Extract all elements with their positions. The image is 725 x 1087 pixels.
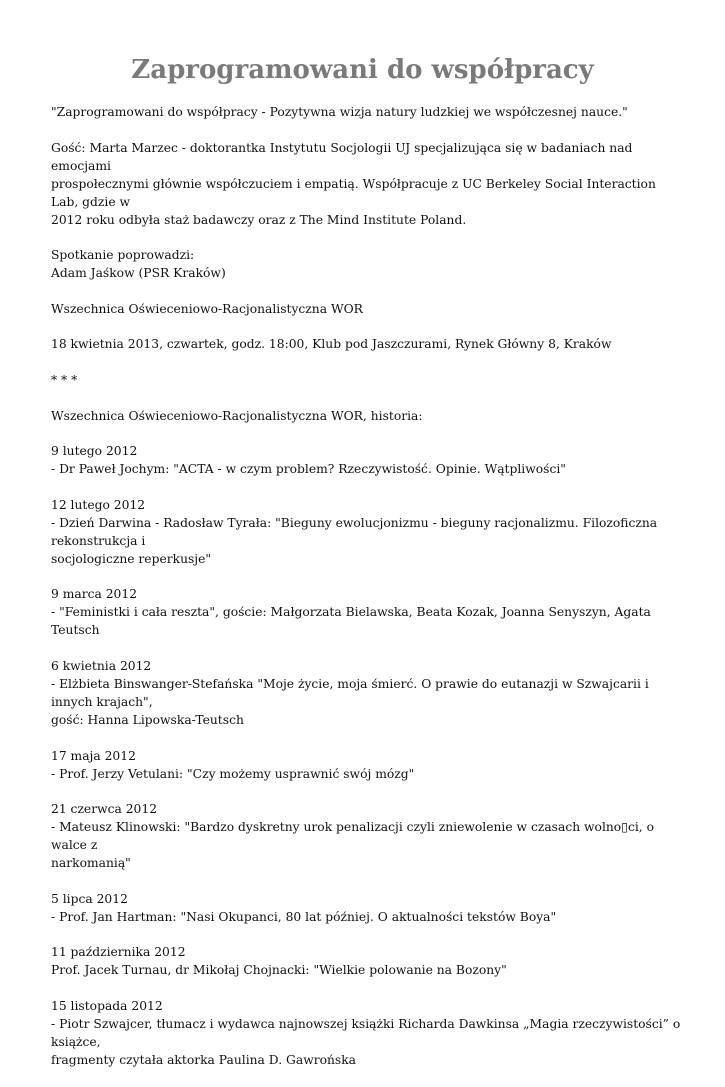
text-line: - Piotr Szwajcer, tłumacz i wydawca najnowszej książki Richarda Dawkinsa „Magia rzeczywistości” o książce, bbox=[51, 1016, 681, 1049]
text-line: 9 lutego 2012 bbox=[51, 444, 138, 459]
text-line: Prof. Jacek Turnau, dr Mikołaj Chojnacki: "Wielkie polowanie na Bozony" bbox=[51, 963, 507, 978]
paragraph bbox=[51, 139, 681, 229]
paragraph bbox=[51, 407, 681, 425]
paragraph bbox=[51, 442, 681, 478]
paragraph bbox=[51, 371, 681, 389]
text-line: Wszechnica Oświeceniowo-Racjonalistyczna WOR, historia: bbox=[51, 408, 423, 423]
text-line: Gość: Marta Marzec - doktorantka Instytutu Socjologii UJ specjalizująca się w badaniach nad emocjami bbox=[51, 140, 633, 173]
paragraph bbox=[51, 747, 681, 783]
paragraph bbox=[51, 657, 681, 729]
paragraph bbox=[51, 585, 681, 639]
text-line: - Dzień Darwina - Radosław Tyrała: "Bieguny ewolucjonizmu - bieguny racjonalizmu. Filozoficzna rekonstrukcja i bbox=[51, 515, 658, 548]
text-line: Wszechnica Oświeceniowo-Racjonalistyczna WOR bbox=[51, 301, 363, 316]
text-line: 6 kwietnia 2012 bbox=[51, 658, 152, 673]
paragraph bbox=[51, 997, 681, 1069]
text-line: Spotkanie poprowadzi: bbox=[51, 248, 195, 263]
text-line: "Zaprogramowani do współpracy - Pozytywna wizja natury ludzkiej we współczesnej nauce." bbox=[51, 105, 628, 119]
text-line: prospołecznymi głównie współczuciem i empatią. Współpracuje z UC Berkeley Social Interaction Lab, gdzie w bbox=[51, 176, 656, 209]
text-line: 9 marca 2012 bbox=[51, 587, 138, 602]
text-line: socjologiczne reperkusje" bbox=[51, 551, 212, 566]
text-line: * * * bbox=[51, 372, 78, 387]
text-line: - Elżbieta Binswanger-Stefańska "Moje życie, moja śmierć. O prawie do eutanazji w Szwajcarii i innych krajach", bbox=[51, 676, 649, 709]
paragraph bbox=[51, 335, 681, 353]
paragraph bbox=[51, 890, 681, 926]
text-line: 2012 roku odbyła staż badawczy oraz z The Mind Institute Poland. bbox=[51, 212, 467, 227]
paragraph bbox=[51, 103, 681, 121]
paragraph bbox=[51, 300, 681, 318]
text-line: narkomanią" bbox=[51, 856, 131, 871]
text-line: - Prof. Jerzy Vetulani: "Czy możemy usprawnić swój mózg" bbox=[51, 766, 415, 781]
paragraph bbox=[51, 246, 681, 282]
text-line: Adam Jaśkow (PSR Kraków) bbox=[51, 266, 226, 281]
text-line: - "Feministki i cała reszta", goście: Małgorzata Bielawska, Beata Kozak, Joanna Senyszyn, Agata Teutsch bbox=[51, 605, 651, 638]
text-line: - Prof. Jan Hartman: "Nasi Okupanci, 80 lat później. O aktualności tekstów Boya" bbox=[51, 909, 557, 924]
page-title: Zaprogramowani do współpracy bbox=[131, 55, 594, 85]
text-line: 18 kwietnia 2013, czwartek, godz. 18:00, Klub pod Jaszczurami, Rynek Główny 8, Kraków bbox=[51, 337, 612, 352]
paragraph bbox=[51, 800, 681, 872]
text-line: 5 lipca 2012 bbox=[51, 891, 128, 906]
paragraph bbox=[51, 496, 681, 568]
text-line: gość: Hanna Lipowska-Teutsch bbox=[51, 712, 244, 727]
document-body bbox=[51, 103, 681, 1087]
text-line: 12 lutego 2012 bbox=[51, 497, 146, 512]
text-line: 15 listopada 2012 bbox=[51, 998, 163, 1013]
text-line: 17 maja 2012 bbox=[51, 748, 136, 763]
text-line: fragmenty czytała aktorka Paulina D. Gawrońska bbox=[51, 1052, 357, 1067]
text-line: - Dr Paweł Jochym: "ACTA - w czym problem? Rzeczywistość. Opinie. Wątpliwości" bbox=[51, 462, 566, 477]
paragraph bbox=[51, 943, 681, 979]
text-line: - Mateusz Klinowski: "Bardzo dyskretny urok penalizacji czyli zniewolenie w czasach wolno▯ci, o walce z bbox=[51, 820, 655, 853]
text-line: 11 października 2012 bbox=[51, 945, 186, 960]
text-line: 21 czerwca 2012 bbox=[51, 802, 158, 817]
